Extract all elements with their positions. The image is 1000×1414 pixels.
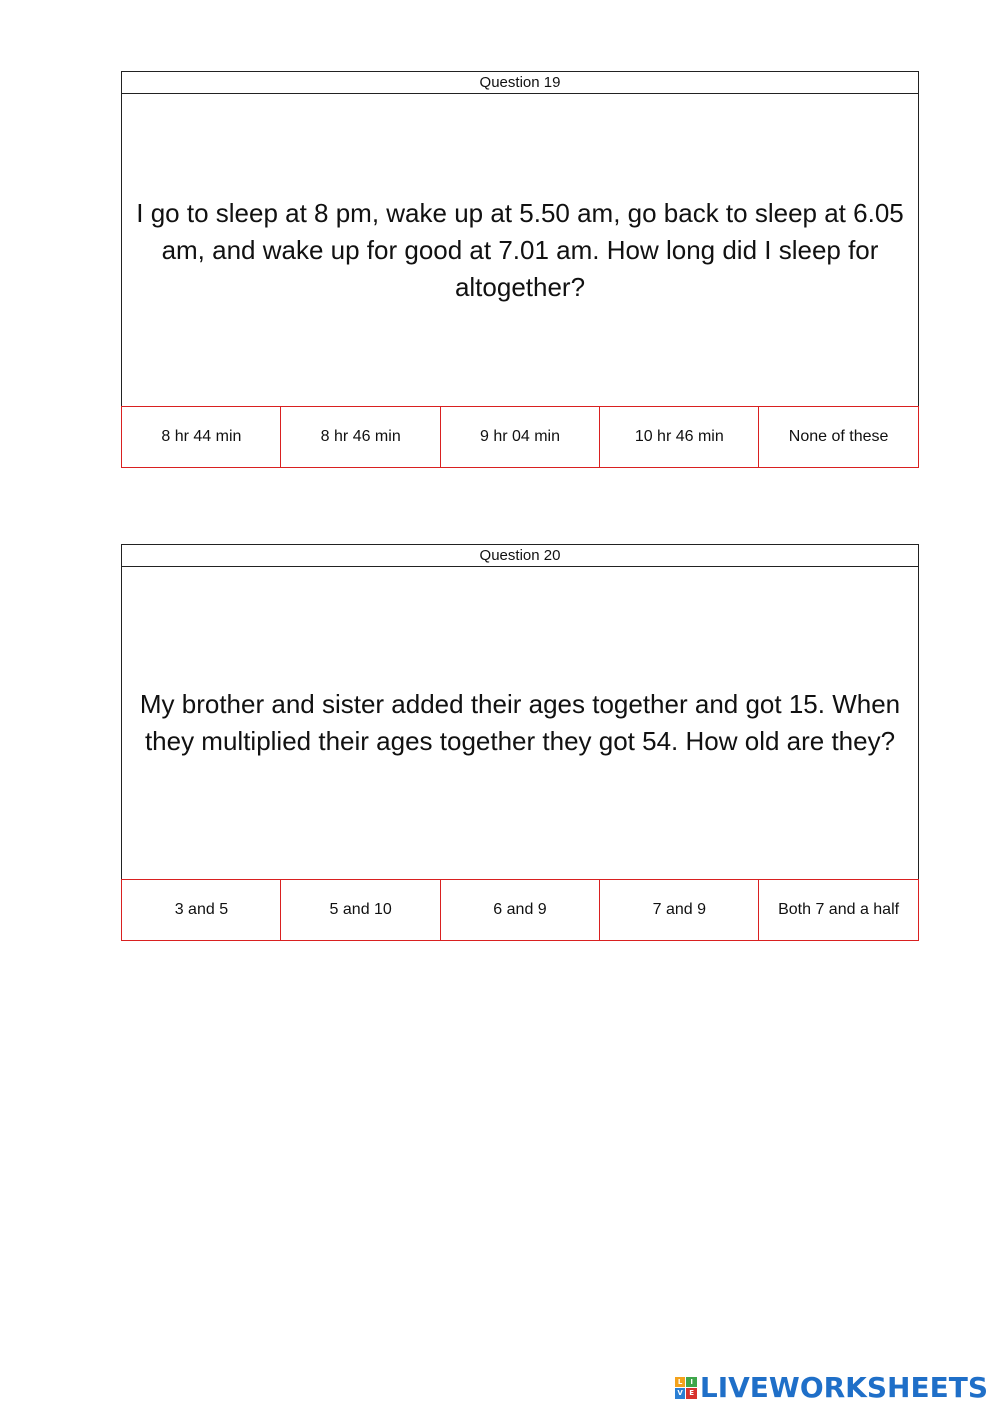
logo-letter: L bbox=[675, 1377, 686, 1388]
answer-option-2[interactable]: 5 and 10 bbox=[280, 879, 441, 941]
brand-name: LIVEWORKSHEETS bbox=[699, 1371, 988, 1404]
answer-option-5[interactable]: None of these bbox=[758, 406, 919, 468]
answer-option-4[interactable]: 7 and 9 bbox=[599, 879, 760, 941]
question-card-19 bbox=[121, 71, 919, 468]
question-body bbox=[121, 567, 919, 879]
answer-option-1[interactable]: 3 and 5 bbox=[121, 879, 282, 941]
liveworksheets-logo-icon bbox=[675, 1377, 697, 1399]
question-card-20 bbox=[121, 544, 919, 941]
question-body bbox=[121, 94, 919, 406]
answer-options bbox=[121, 406, 919, 468]
logo-letter: V bbox=[675, 1388, 686, 1399]
logo-letter: I bbox=[686, 1377, 697, 1388]
answer-option-3[interactable]: 9 hr 04 min bbox=[440, 406, 601, 468]
answer-option-5[interactable]: Both 7 and a half bbox=[758, 879, 919, 941]
answer-option-4[interactable]: 10 hr 46 min bbox=[599, 406, 760, 468]
question-text: I go to sleep at 8 pm, wake up at 5.50 am, go back to sleep at 6.05 am, and wake up for good at 7.01 am. How long did I sleep for altogether? bbox=[136, 197, 904, 302]
answer-options bbox=[121, 879, 919, 941]
question-text: My brother and sister added their ages together and got 15. When they multiplied their ages together they got 54. How old are they? bbox=[139, 689, 901, 756]
answer-option-1[interactable]: 8 hr 44 min bbox=[121, 406, 282, 468]
liveworksheets-brand bbox=[675, 1371, 988, 1404]
question-header: Question 20 bbox=[121, 544, 919, 567]
answer-option-2[interactable]: 8 hr 46 min bbox=[280, 406, 441, 468]
answer-option-3[interactable]: 6 and 9 bbox=[440, 879, 601, 941]
question-header: Question 19 bbox=[121, 71, 919, 94]
logo-letter: E bbox=[686, 1388, 697, 1399]
